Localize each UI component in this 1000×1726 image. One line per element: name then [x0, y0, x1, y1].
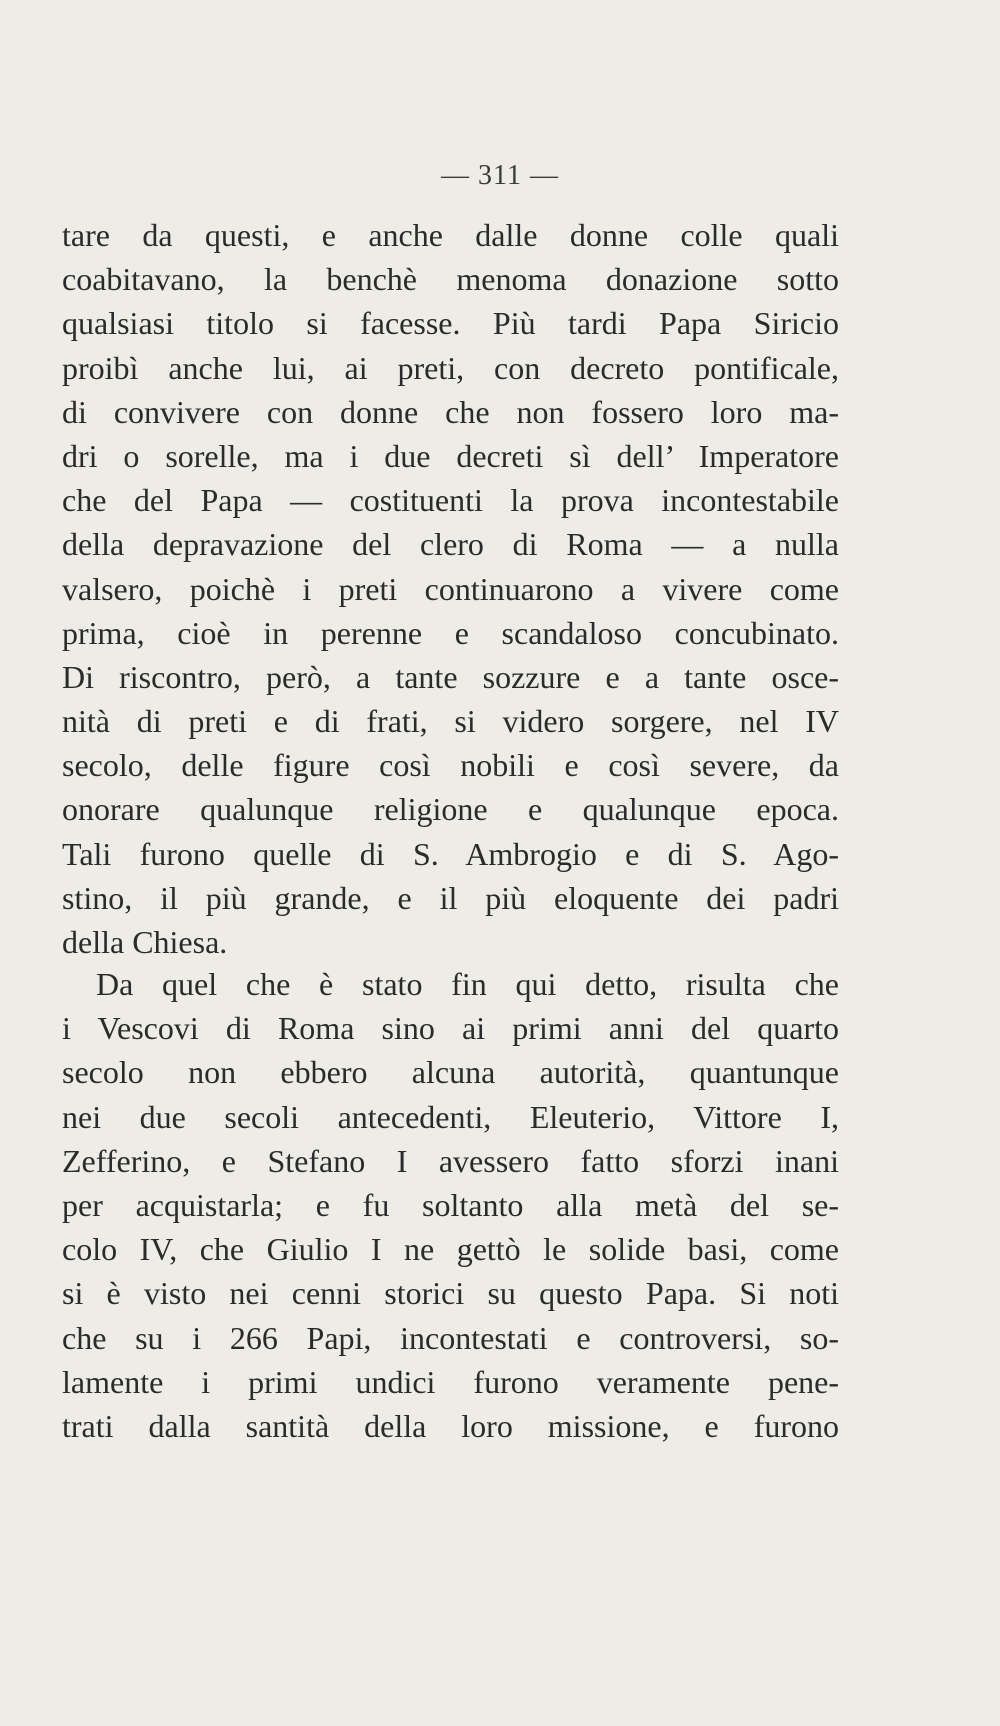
text-line: della Chiesa. — [62, 924, 228, 960]
text-line: Tali furono quelle di S. Ambrogio e di S. Ago- — [62, 835, 839, 872]
text-line: Zefferino, e Stefano I avessero fatto sforzi inani — [62, 1142, 839, 1179]
text-line: nei due secoli antecedenti, Eleuterio, Vittore I, — [62, 1098, 839, 1135]
text-line: colo IV, che Giulio I ne gettò le solide basi, come — [62, 1231, 839, 1268]
text-line: secolo non ebbero alcuna autorità, quantunque — [62, 1054, 839, 1091]
paragraph-2 — [62, 962, 839, 1448]
page-number: — 311 — — [441, 160, 559, 191]
text-line: secolo, delle figure così nobili e così severe, da — [62, 747, 839, 784]
text-line: tare da questi, e anche dalle donne colle quali — [62, 217, 839, 253]
text-line: lamente i primi undici furono veramente pene- — [62, 1363, 839, 1400]
text-line: coabitavano, la benchè menoma donazione sotto — [62, 261, 839, 298]
text-line: stino, il più grande, e il più eloquente dei padri — [62, 879, 839, 916]
text-line: che su i 266 Papi, incontestati e controversi, so- — [62, 1319, 839, 1356]
text-line: dri o sorelle, ma i due decreti sì dell’ Imperatore — [62, 437, 839, 474]
text-line: Di riscontro, però, a tante sozzure e a tante osce- — [62, 658, 839, 695]
text-line: per acquistarla; e fu soltanto alla metà del se- — [62, 1186, 839, 1223]
text-line: trati dalla santità della loro missione, e furono — [62, 1407, 839, 1444]
text-line: proibì anche lui, ai preti, con decreto pontificale, — [62, 349, 839, 386]
text-line: valsero, poichè i preti continuarono a vivere come — [62, 570, 839, 607]
text-line: prima, cioè in perenne e scandaloso concubinato. — [62, 614, 839, 651]
text-line: che del Papa — costituenti la prova incontestabile — [62, 482, 839, 519]
paragraph-1 — [62, 213, 839, 964]
text-line: i Vescovi di Roma sino ai primi anni del quarto — [62, 1010, 839, 1047]
text-line: nità di preti e di frati, si videro sorgere, nel IV — [62, 703, 839, 740]
text-line: Da quel che è stato fin qui detto, risulta che — [96, 966, 839, 1002]
text-line: di convivere con donne che non fossero loro ma- — [62, 393, 839, 430]
text-line: della depravazione del clero di Roma — a nulla — [62, 526, 839, 563]
text-line: si è visto nei cenni storici su questo Papa. Si noti — [62, 1275, 839, 1312]
text-line: onorare qualunque religione e qualunque epoca. — [62, 791, 839, 828]
text-line: qualsiasi titolo si facesse. Più tardi Papa Siricio — [62, 305, 839, 342]
